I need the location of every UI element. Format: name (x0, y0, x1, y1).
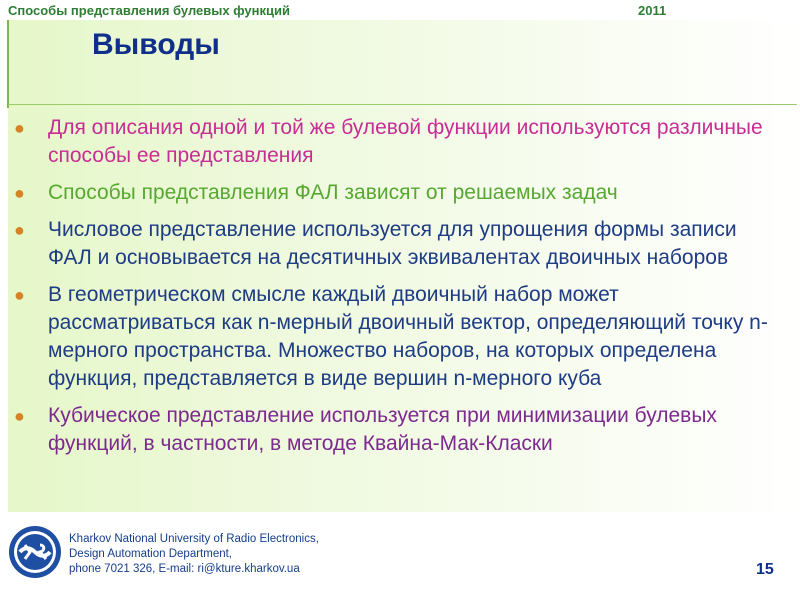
header-year: 2011 (638, 3, 667, 18)
footer-line: phone 7021 326, E-mail: ri@kture.kharkov.ua (69, 563, 300, 575)
bullet-text: В геометрическом смысле каждый двоичный набор может рассматриваться как n-мерный двоичный вектор, определяющий точку n-мерного пространства. Множество наборов, на которых определена функция, представляется в виде вершин n-мерного куба (48, 283, 768, 390)
header-title: Способы представления булевых функций (8, 3, 290, 18)
bullet-dot-icon: ● (14, 118, 25, 138)
university-logo-icon (8, 525, 62, 579)
page-title: Выводы (92, 28, 220, 61)
bullet-dot-icon: ● (14, 183, 25, 203)
bullet-text: Способы представления ФАЛ зависят от решаемых задач (48, 181, 618, 204)
bullet-item (14, 216, 769, 272)
footer-line: Kharkov National University of Radio Electronics, (69, 533, 319, 545)
footer-line: Design Automation Department, (69, 548, 233, 560)
bullet-item (14, 114, 769, 170)
bullet-dot-icon: ● (14, 220, 25, 240)
page-number: 15 (756, 561, 774, 578)
bullet-text: Кубическое представление используется при минимизации булевых функций, в частности, в методе Квайна-Мак-Класки (48, 404, 717, 455)
bullet-text: Для описания одной и той же булевой функции используются различные способы ее представления (48, 116, 763, 167)
bullet-item (14, 179, 769, 207)
bullet-dot-icon: ● (14, 285, 25, 305)
bullet-item (14, 402, 769, 458)
bullet-text: Числовое представление используется для упрощения формы записи ФАЛ и основывается на десятичных эквивалентах двоичных наборов (48, 218, 737, 269)
title-divider (8, 104, 797, 105)
accent-line (7, 20, 9, 108)
footer-info (69, 532, 319, 577)
header-bar (0, 0, 800, 22)
bullet-list (14, 114, 769, 467)
bullet-dot-icon: ● (14, 406, 25, 426)
bullet-item (14, 281, 769, 393)
